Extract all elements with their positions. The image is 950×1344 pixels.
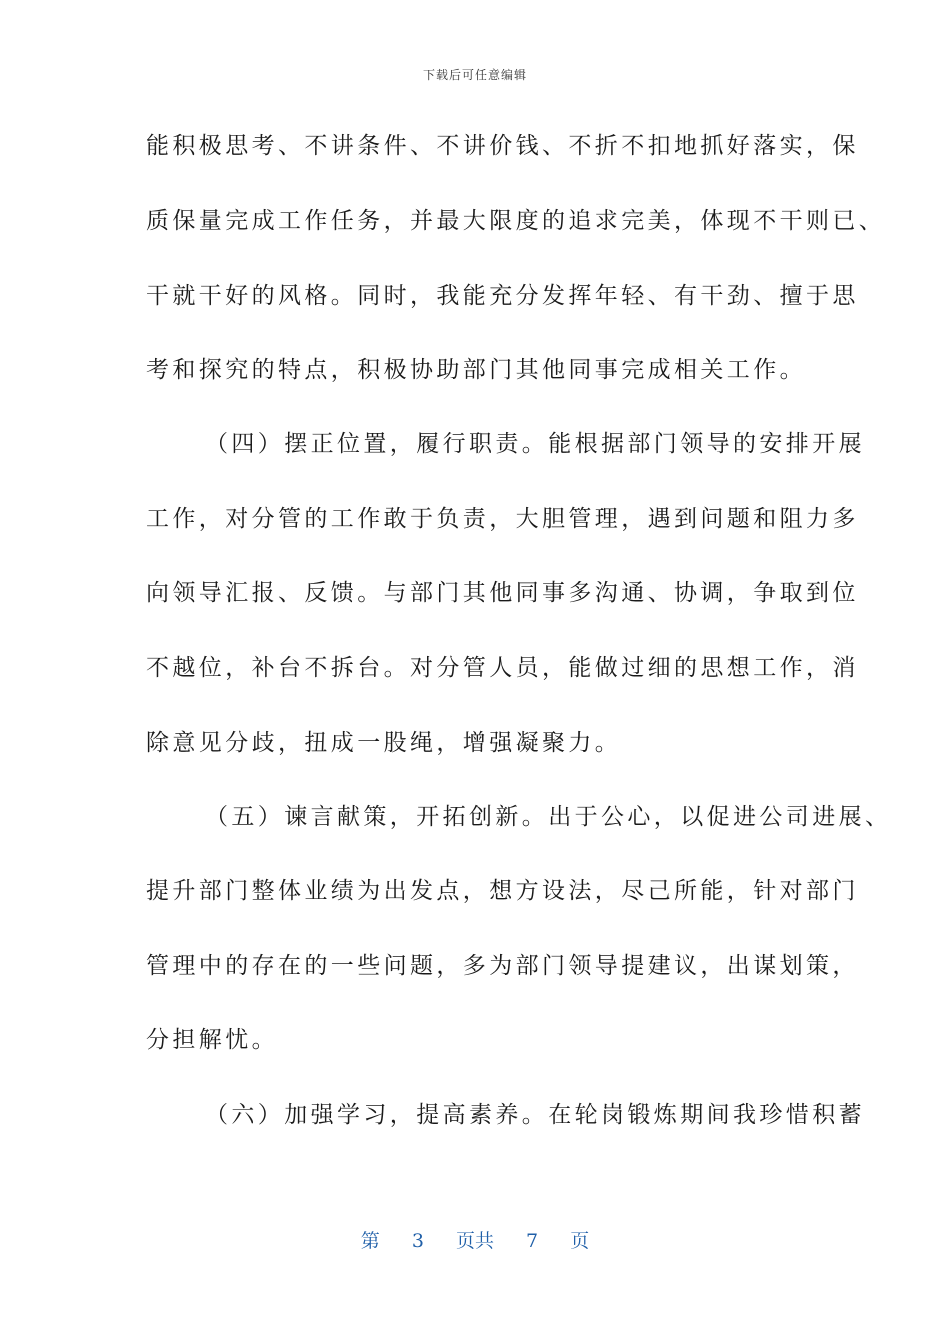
text-line: 管理中的存在的一些问题，多为部门领导提建议，出谋划策， (146, 953, 859, 979)
paragraph-heading-line: （六）加强学习，提高素养。在轮岗锻炼期间我珍惜积蓄 (205, 1102, 865, 1128)
text-line: 考和探究的特点，积极协助部门其他同事完成相关工作。 (146, 357, 806, 383)
text-line: 不越位，补台不拆台。对分管人员，能做过细的思想工作，消 (146, 655, 859, 681)
text-line: 向领导汇报、反馈。与部门其他同事多沟通、协调，争取到位 (146, 580, 859, 606)
current-page-number: 3 (411, 1230, 424, 1252)
page-label-prefix: 第 (360, 1230, 380, 1252)
page-header: 下载后可任意编辑 (422, 68, 527, 82)
paragraph-heading-line: （四）摆正位置，履行职责。能根据部门领导的安排开展 (205, 431, 865, 457)
text-line: 干就干好的风格。同时，我能充分发挥年轻、有干劲、擅于思 (146, 283, 859, 309)
text-line: 除意见分歧，扭成一股绳，增强凝聚力。 (146, 730, 622, 756)
text-line: 质保量完成工作任务，并最大限度的追求完美，体现不干则已、 (146, 208, 886, 234)
page-label-mid: 页共 (455, 1230, 494, 1252)
total-pages-number: 7 (526, 1230, 539, 1252)
page-label-suffix: 页 (570, 1230, 590, 1252)
text-line: 提升部门整体业绩为出发点，想方设法，尽己所能，针对部门 (146, 878, 859, 904)
page-footer (0, 1226, 950, 1253)
text-line: 分担解忧。 (146, 1027, 278, 1053)
paragraph-heading-line: （五）谏言献策，开拓创新。出于公心，以促进公司进展、 (205, 804, 892, 830)
text-line: 能积极思考、不讲条件、不讲价钱、不折不扣地抓好落实，保 (146, 133, 859, 159)
text-line: 工作，对分管的工作敢于负责，大胆管理，遇到问题和阻力多 (146, 506, 859, 532)
